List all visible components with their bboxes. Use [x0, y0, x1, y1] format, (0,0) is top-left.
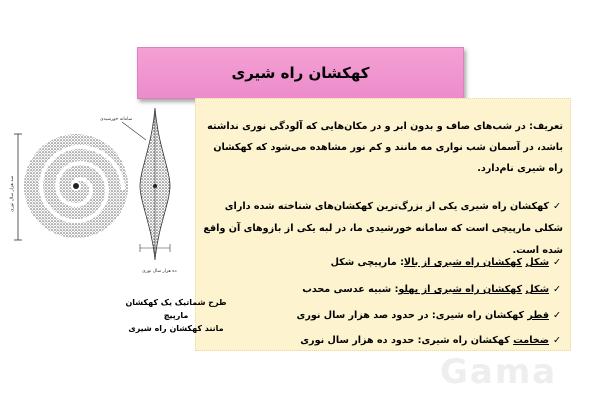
- bullet-2-rest: : مارپیچی شکل: [330, 257, 404, 268]
- diameter-marker: [14, 134, 22, 240]
- bullet-5: [203, 331, 563, 351]
- bullet-4-rest: کهکشان راه شیری: در حدود صد هزار سال نوری: [296, 310, 528, 321]
- galaxy-side-view: [140, 108, 170, 260]
- watermark-logo: Gama: [440, 352, 558, 392]
- bullet-2-prefix: شکل: [525, 257, 549, 268]
- bullet-4: [203, 306, 563, 326]
- bullet-3: [203, 280, 563, 300]
- check-icon: ✓: [552, 284, 562, 295]
- caption-line-1: طرح شماتیک یک کهکشان مارپیچ: [125, 298, 227, 320]
- bullet-3-prefix: شکل: [525, 284, 549, 295]
- bullet-2: [203, 253, 563, 273]
- bullet-5-prefix: ضخامت: [513, 335, 549, 346]
- bullet-4-prefix: قطر: [527, 310, 549, 321]
- thickness-label: ده هزار سال نوری: [142, 269, 177, 274]
- bullet-1-text: کهکشان راه شیری یکی از بزرگ‌ترین کهکشان‌های شناخته شده دارای شکلی مارپیچی است که سامانه خورشیدی ما، در لبه یکی از بازوهای آن واقع شده است.: [203, 201, 563, 256]
- title-banner: [137, 47, 464, 99]
- page-title: کهکشان راه شیری: [231, 64, 370, 82]
- check-icon: ✓: [552, 201, 562, 212]
- sun-pointer-line: [122, 122, 146, 140]
- bullet-3-rest: : شبیه عدسی محدب: [302, 284, 399, 295]
- caption-line-2: مانند کهکشان راه شیری: [128, 324, 224, 333]
- bullet-3-underline: کهکشان راه شیری از پهلو: [398, 284, 523, 295]
- diagram-caption: [120, 296, 232, 335]
- check-icon: ✓: [552, 335, 562, 346]
- definition-text: تعریف: در شب‌های صاف و بدون ابر و در مکان‌هایی که آلودگی نوری نداشته باشد، در آسمان شب نواری مه مانند و کم نور مشاهده می‌شود که کهکشان راه شیری نام‌دارد.: [207, 121, 563, 174]
- sun-system-label: سامانه خورشیدی: [100, 117, 133, 122]
- galaxy-diagram: [0, 100, 200, 300]
- spiral-galaxy-top-view: [24, 134, 128, 238]
- bullet-5-rest: کهکشان راه شیری: حدود ده هزار سال نوری: [300, 335, 514, 346]
- check-icon: ✓: [552, 310, 562, 321]
- bullet-2-underline: کهکشان راه شیری از بالا: [403, 257, 523, 268]
- diameter-label: صد هزار سال نوری: [10, 175, 15, 212]
- check-icon: ✓: [552, 257, 562, 268]
